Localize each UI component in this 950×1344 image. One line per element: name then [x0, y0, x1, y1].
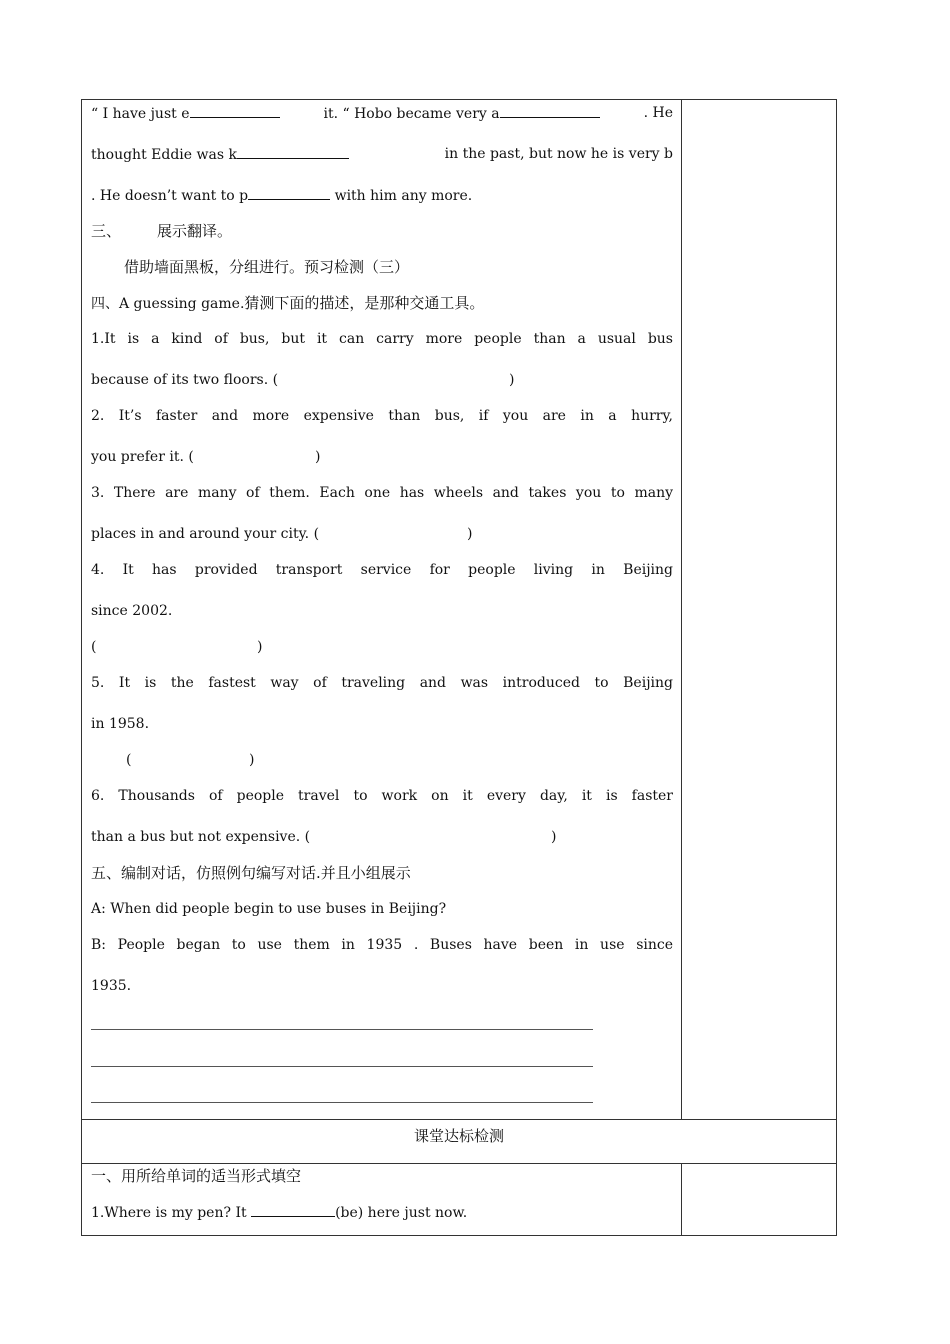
q4-line1: 4. It has provided transport service for people living in Beijing [91, 562, 673, 578]
q3-line2: places in and around your city. ( [91, 526, 320, 542]
blank-p[interactable] [248, 185, 330, 200]
row-divider-2 [81, 1163, 837, 1164]
text: . He [643, 105, 673, 121]
q4-answer-close[interactable]: ) [257, 639, 263, 655]
test-part1-heading: 一、用所给单词的适当形式填空 [91, 1167, 302, 1185]
q1-answer-close[interactable]: ) [509, 372, 515, 388]
dialogue-b-line2: 1935. [91, 978, 132, 994]
q3-line1: 3. There are many of them. Each one has wheels and takes you to many [91, 485, 673, 501]
text: it. “ Hobo became very a [323, 106, 500, 122]
blank-e[interactable] [190, 103, 280, 118]
column-divider-top [681, 99, 682, 1119]
q5-line2: in 1958. [91, 716, 150, 732]
writing-line-3[interactable] [91, 1102, 593, 1103]
q3-answer-close[interactable]: ) [467, 526, 473, 542]
blank-k[interactable] [237, 144, 349, 159]
section3-heading-number: 三、 [91, 222, 122, 240]
q2-answer-close[interactable]: ) [315, 449, 321, 465]
column-divider-bottom [681, 1163, 682, 1236]
text: 四、A guessing game. [91, 296, 245, 312]
section3-note: 借助墙面黑板，分组进行。预习检测（三） [124, 258, 410, 276]
text: in the past, but now he is very b [444, 146, 673, 162]
section3-heading: 展示翻译。 [157, 222, 233, 240]
test-q1-blank[interactable] [251, 1202, 335, 1217]
test-title: 课堂达标检测 [413, 1127, 504, 1145]
q4-line2: since 2002. [91, 603, 173, 619]
text: thought Eddie was k [91, 147, 237, 163]
text: 猜测下面的描述，是那种交通工具。 [244, 294, 485, 312]
q2-line1: 2. It’s faster and more expensive than bus, if you are in a hurry, [91, 408, 673, 424]
q5-answer-close[interactable]: ) [249, 752, 255, 768]
row-divider-1 [81, 1119, 837, 1120]
section4-heading [91, 293, 484, 314]
text: “ I have just e [91, 106, 190, 122]
q2-line2: you prefer it. ( [91, 449, 194, 465]
writing-line-2[interactable] [91, 1066, 593, 1067]
story-line-1 [91, 103, 673, 124]
text: (be) here just now. [335, 1205, 468, 1221]
writing-line-1[interactable] [91, 1029, 593, 1030]
q5-answer-open[interactable]: ( [126, 752, 132, 768]
q6-answer-close[interactable]: ) [551, 829, 557, 845]
q1-line2: because of its two floors. ( [91, 372, 279, 388]
q5-line1: 5. It is the fastest way of traveling and was introduced to Beijing [91, 675, 673, 691]
test-q1 [91, 1202, 467, 1223]
q6-line1: 6. Thousands of people travel to work on it every day, it is faster [91, 788, 673, 804]
q6-line2: than a bus but not expensive. ( [91, 829, 311, 845]
story-line-2 [91, 144, 673, 165]
blank-a[interactable] [500, 103, 600, 118]
text: 1.Where is my pen? It [91, 1205, 252, 1221]
section5-heading: 五、编制对话，仿照例句编写对话.并且小组展示 [91, 864, 411, 882]
text: with him any more. [330, 188, 473, 204]
q1-line1: 1.It is a kind of bus, but it can carry more people than a usual bus [91, 331, 673, 347]
story-line-3 [91, 185, 472, 206]
q4-answer-open[interactable]: ( [91, 639, 97, 655]
dialogue-b-line1: B: People began to use them in 1935 . Buses have been in use since [91, 937, 673, 953]
dialogue-a: A: When did people begin to use buses in Beijing? [91, 901, 447, 917]
text: . He doesn’t want to p [91, 188, 249, 204]
